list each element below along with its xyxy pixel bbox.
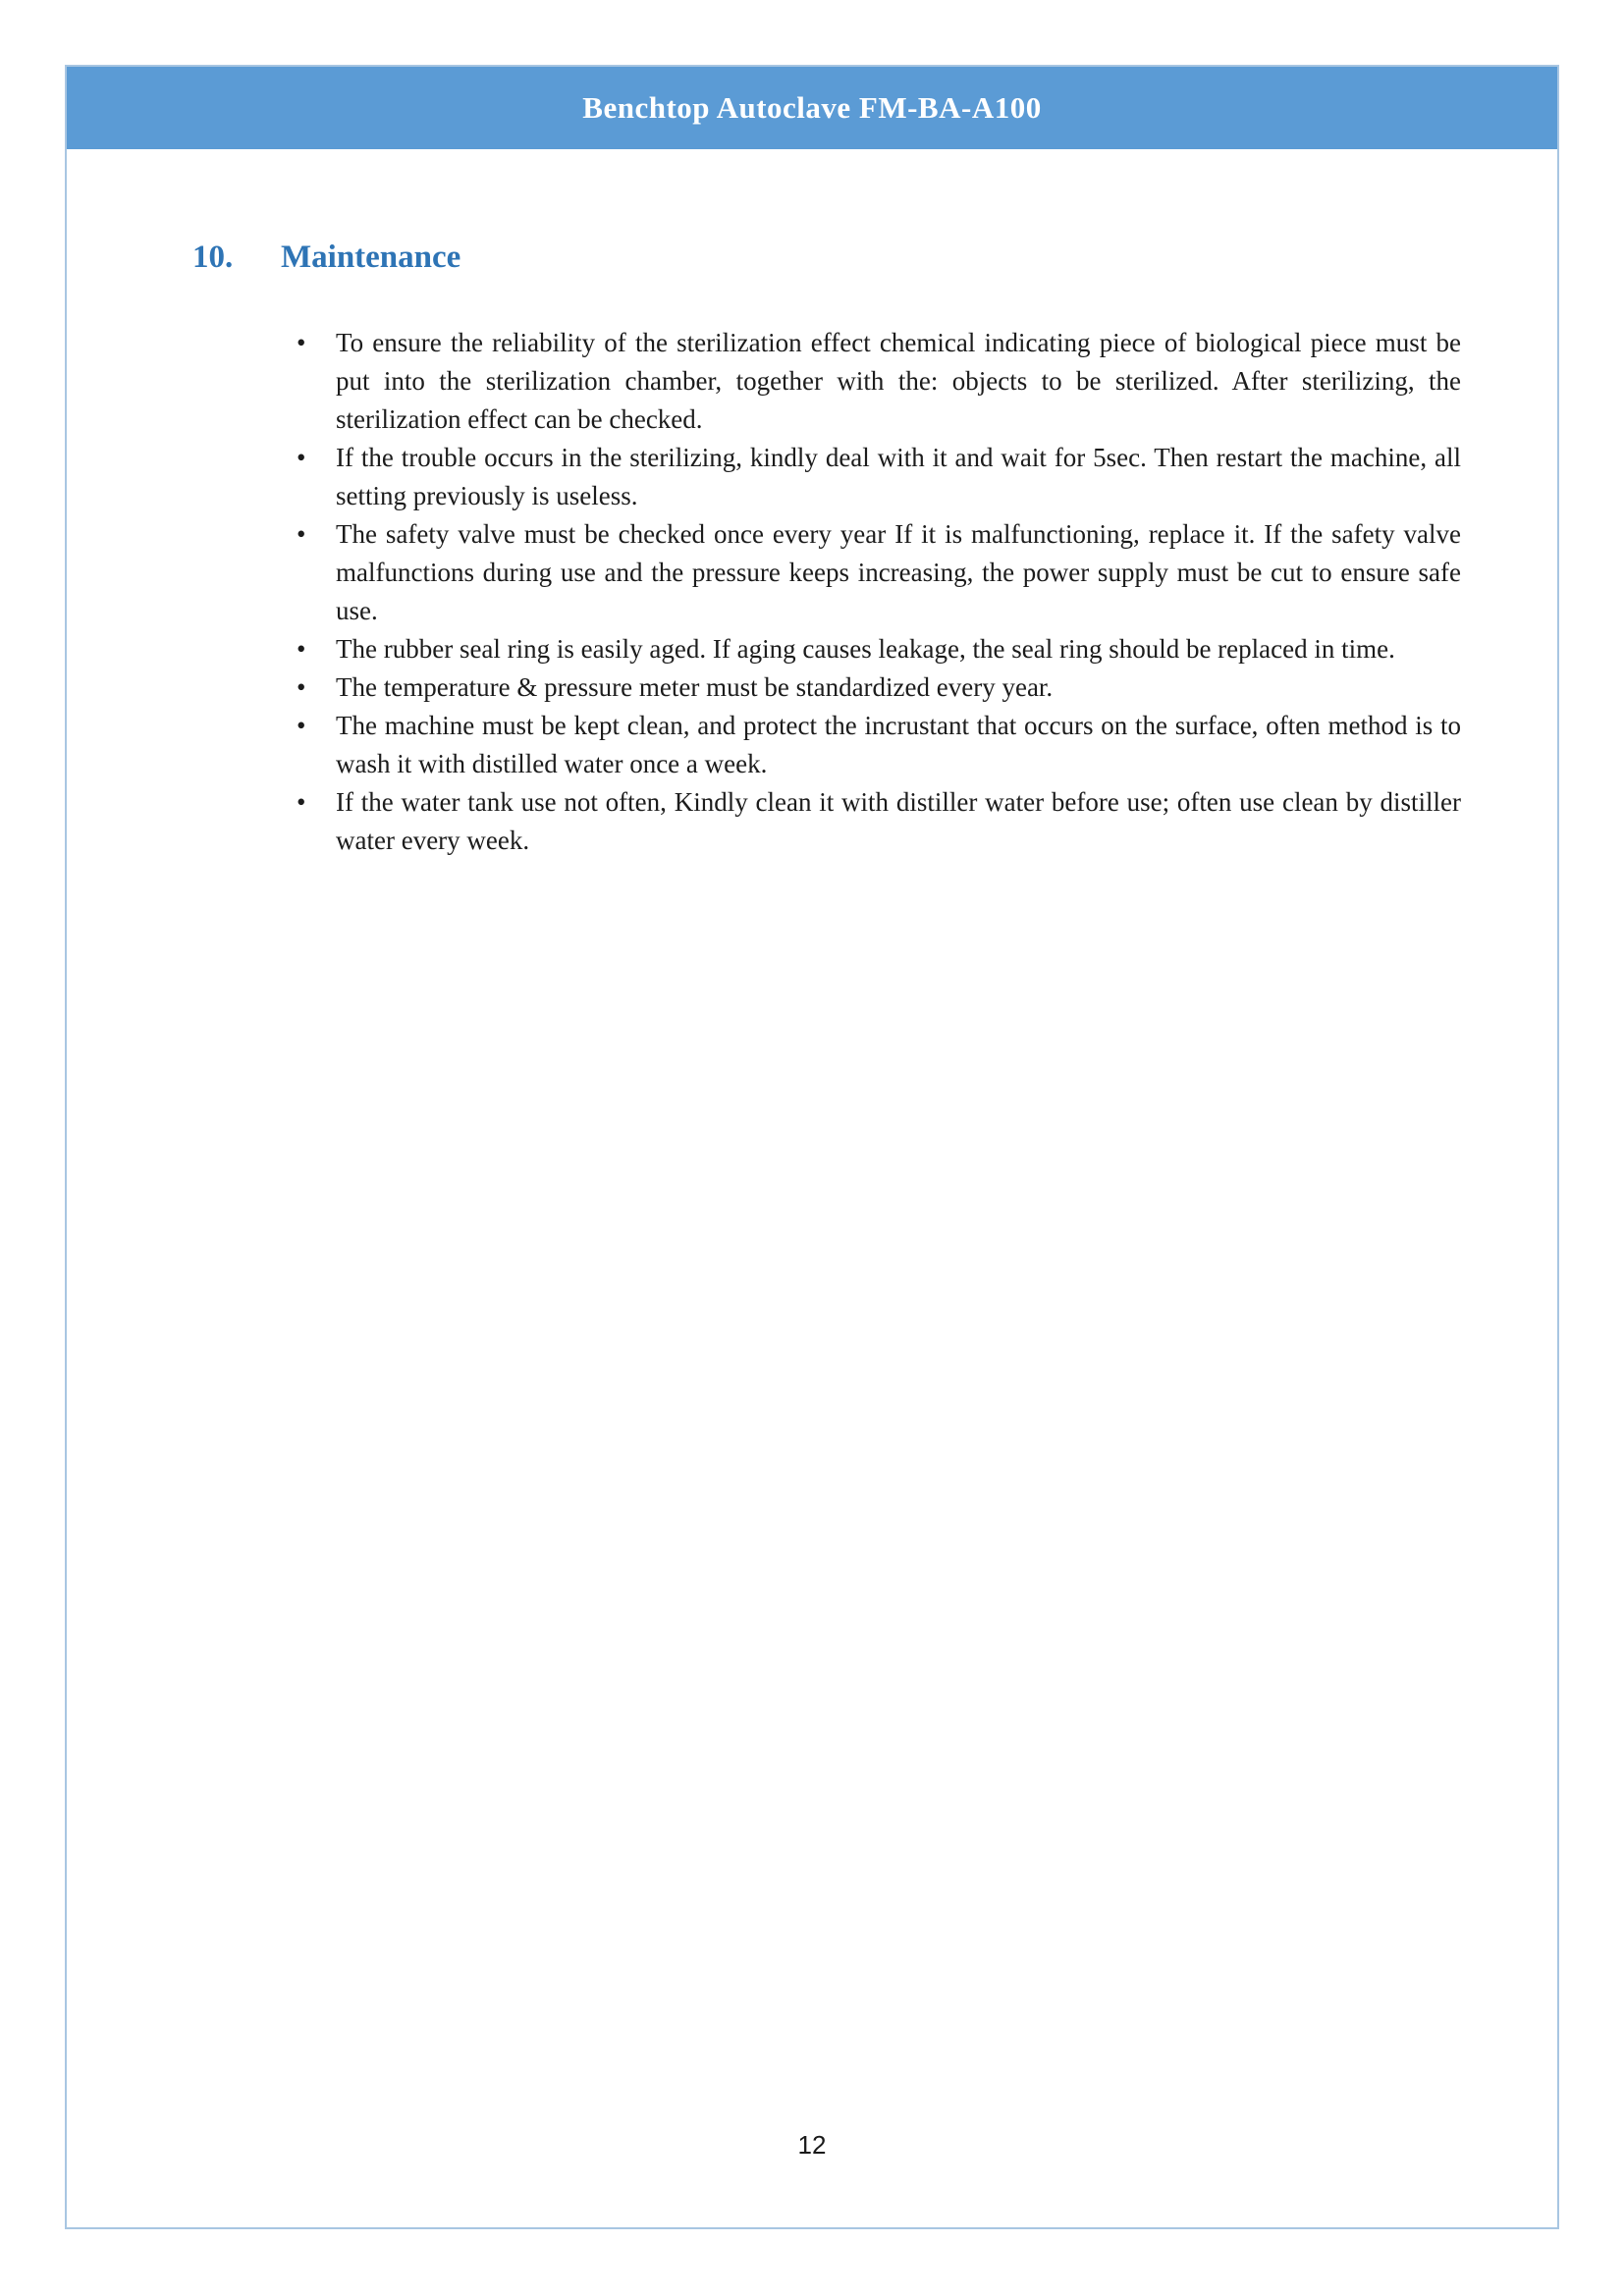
page-number: 12 bbox=[797, 2130, 827, 2160]
list-item: • If the trouble occurs in the sterilizing, kindly deal with it and wait for 5sec. Then restart the machine, all setting previously is useless. bbox=[291, 439, 1461, 515]
list-item: • The safety valve must be checked once every year If it is malfunctioning, replace it. If the safety valve malfunctions during use and the pressure keeps increasing, the power supply must be cut to ensure safe use. bbox=[291, 515, 1461, 630]
section-number: 10. bbox=[192, 240, 234, 275]
document-header-bar bbox=[67, 67, 1557, 149]
list-item: • If the water tank use not often, Kindly clean it with distiller water before use; often use clean by distiller water every week. bbox=[291, 783, 1461, 860]
document-title: Benchtop Autoclave FM-BA-A100 bbox=[582, 90, 1042, 125]
list-item: • The machine must be kept clean, and protect the incrustant that occurs on the surface, often method is to wash it with distilled water once a week. bbox=[291, 707, 1461, 783]
section-heading bbox=[192, 240, 460, 276]
maintenance-bullet-list bbox=[291, 324, 1461, 860]
list-item: • The temperature & pressure meter must be standardized every year. bbox=[291, 668, 1461, 707]
list-item: • The rubber seal ring is easily aged. If aging causes leakage, the seal ring should be replaced in time. bbox=[291, 630, 1461, 668]
list-item: • To ensure the reliability of the sterilization effect chemical indicating piece of biological piece must be put into the sterilization chamber, together with the: objects to be sterilized. After sterilizing, the sterilization effect can be checked. bbox=[291, 324, 1461, 439]
section-title: Maintenance bbox=[281, 240, 461, 275]
page-border-frame bbox=[65, 65, 1559, 2229]
